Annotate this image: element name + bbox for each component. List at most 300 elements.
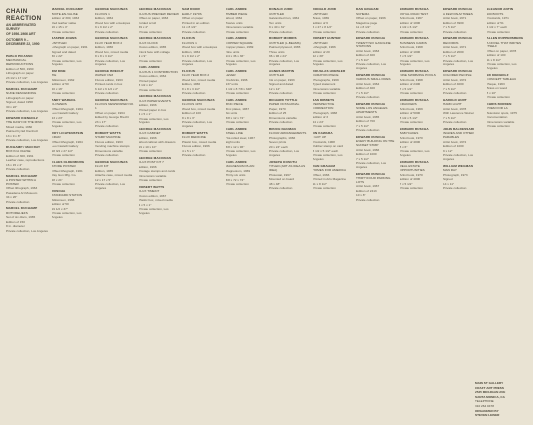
work-title: FLOWERS — [51, 102, 67, 107]
work-title: STORE POSTER — [51, 164, 76, 169]
artist-name: JASPER JOHNS — [51, 36, 77, 40]
work-detail-line: Edition of 500, 1960 — [6, 66, 34, 71]
checklist-entry — [95, 161, 136, 191]
checklist-entry — [269, 70, 310, 96]
checklist-entry — [443, 70, 484, 96]
work-detail-line: Six units — [225, 111, 238, 116]
work-detail-line: 9 x 12" — [443, 148, 453, 153]
work-detail-line: 48 x 48" — [269, 181, 281, 186]
work-detail-line: Wood, 1964 — [225, 16, 243, 20]
work-detail-line: Copper plates, 1969 — [225, 45, 254, 49]
artist-name: EDWARD RUSCHA — [399, 126, 429, 131]
checklist-entry — [356, 173, 397, 203]
work-detail-line: Photograph, 1968 — [312, 110, 338, 115]
checklist-entry — [400, 99, 441, 125]
work-detail-line: Edition of 51 — [486, 20, 504, 25]
work-detail-line: Artist book, 1971 — [443, 16, 467, 20]
artist-name: ROBERT WATTS — [138, 184, 165, 189]
work-detail-line: Private collection, Los Angeles — [312, 58, 343, 67]
checklist-column — [52, 8, 93, 419]
colophon-line: STEVEN LEISER — [475, 413, 500, 417]
work-title: EARLY 1970S — [182, 11, 202, 16]
artist-name: JAN DIBBETS — [312, 97, 335, 102]
work-detail-line: Private collection, Los Angeles — [486, 62, 517, 71]
work-detail-line: Private collection — [443, 120, 467, 125]
artist-name: GEORGE BRECHT — [95, 68, 124, 73]
work-detail-line: 22 x 30" — [312, 54, 324, 58]
artist-name: CARL ANDRE — [225, 36, 247, 40]
work-detail-line: Printed in Arts Magazine — [312, 177, 347, 182]
work-detail-line: Private collection — [138, 87, 162, 92]
checklist-entry — [52, 70, 93, 96]
checklist-column — [313, 8, 354, 419]
artist-name: EDWARD RUSCHA — [356, 36, 386, 40]
work-title: FLUX MEDICINE — [182, 135, 206, 140]
artist-name: EDWARD RUSCHA — [356, 72, 386, 77]
work-detail-line: Private collection, Los Angeles — [269, 149, 300, 158]
checklist-entry — [6, 55, 49, 85]
checklist-entry — [182, 8, 223, 34]
work-detail-line: Edition of 4000 — [443, 82, 464, 87]
artist-name: DONALD JUDD — [312, 8, 337, 11]
work-title: NINE SWIMMING POOLS — [399, 73, 436, 78]
work-detail-line: Fluxus edition, 1964 — [138, 74, 167, 78]
checklist-entry — [269, 8, 310, 34]
work-detail-line: Dimensions variable — [269, 115, 297, 120]
work-detail-line: Private collection — [356, 95, 380, 100]
checklist-entry — [443, 128, 484, 162]
work-detail-line: With Lawrence Weiner — [443, 111, 475, 116]
work-title: FLUX YEAR BOX 2 — [95, 40, 123, 45]
work-title: FLOUR ARRANGEMENTS — [269, 131, 307, 136]
work-detail-line: Private collection — [312, 186, 336, 191]
work-detail-line: 7 x 5 1/2" — [443, 54, 456, 58]
work-detail-line: Private collection — [269, 120, 293, 125]
work-detail-line: Printed paper — [138, 78, 158, 83]
checklist-column — [139, 8, 180, 419]
checklist-entry — [313, 165, 354, 191]
artist-name: DAN GRAHAM — [312, 163, 335, 168]
work-title: STANDARD STATION — [51, 193, 83, 198]
work-detail-line: 5 x 27 x 8 1/2" — [312, 25, 333, 29]
work-detail-line: Artist book, 1968 — [399, 45, 423, 49]
work-detail-line: Private collection — [356, 128, 380, 133]
work-detail-line: 8 x 10" — [486, 90, 497, 95]
work-detail-line: Private collection, Los Angeles — [269, 58, 300, 67]
work-detail-line: 8 x 6" — [399, 144, 408, 149]
artist-name: GEORGE MACIUNAS — [138, 36, 172, 40]
work-detail-line: 96 x 96 x 24" — [269, 54, 287, 58]
work-detail-line: Photographs, 1966 — [269, 135, 296, 140]
work-detail-line: Postcards, 1968 — [312, 139, 335, 144]
checklist-entry — [182, 99, 223, 129]
artist-name: EDWARD RUSCHA — [443, 36, 473, 40]
checklist-entry — [356, 74, 397, 100]
checklist-entry — [313, 132, 354, 162]
artist-name: EDWARD RUSCHA — [399, 159, 429, 164]
checklist-entry — [182, 70, 223, 96]
work-detail-line: 10 x 8" — [356, 193, 366, 198]
exhibition-title: CHAIN REACTION — [6, 8, 42, 22]
artist-name: BRUCE NAUMAN — [269, 126, 296, 131]
work-detail-line: Private collection, Los Angeles — [6, 80, 48, 85]
artist-name: CARL ANDRE — [225, 68, 247, 73]
work-detail-line: Private collection — [51, 91, 75, 96]
artist-name: GEORGE MACIUNAS — [138, 126, 172, 131]
work-detail-line: Photograph, 1973 — [443, 172, 468, 177]
work-detail-line: Private collection, Los Angeles — [6, 138, 48, 143]
artist-name: MARCEL DUCHAMP — [51, 8, 83, 11]
work-detail-line: Edition, 1966 — [138, 164, 157, 169]
work-detail-line: 8 in. diameter — [6, 224, 25, 229]
work-detail-line: 9 x 9" — [138, 54, 147, 58]
work-detail-line: Private collection, Los Angeles — [225, 58, 256, 67]
artist-name: DAN GRAHAM — [356, 8, 379, 11]
work-title: PERSPECTIVE CORRECTION — [312, 102, 335, 111]
work-detail-line: Edition of 300, 1961 — [6, 153, 34, 158]
work-detail-line: 34 x 26" — [6, 195, 18, 200]
work-title: A NOVEL THAT WRITES ITSELF — [486, 40, 522, 49]
work-detail-line: 19 1/2 x 37" — [51, 206, 68, 211]
artist-name: CARL ANDRE — [225, 8, 247, 11]
work-title: VARIOUS SMALL FIRES — [356, 77, 391, 82]
work-detail-line: Ten units — [269, 20, 282, 25]
work-detail-line: 3 1/2 x 5 1/2" each — [312, 148, 339, 153]
checklist-entry — [226, 8, 267, 34]
work-detail-line: Seven prints — [269, 140, 287, 145]
work-detail-line: Plaque, 1963 — [486, 81, 505, 86]
work-detail-line: Private collection — [225, 182, 249, 187]
checklist-entry — [52, 132, 93, 158]
checklist-column — [269, 8, 310, 419]
work-title: A FEW PALM TREES — [443, 11, 473, 16]
work-detail-line: Leo Castelli Gallery — [51, 144, 79, 149]
work-detail-line: Wood box, mixed media — [95, 49, 129, 54]
work-title: DURATION PIECE — [312, 73, 339, 78]
work-detail-line: Artist book, 1965 — [356, 114, 380, 119]
work-title: MAGNESIUM PLAIN — [225, 164, 255, 169]
work-detail-line: 23 x 23" — [51, 115, 63, 120]
work-detail-line: Pasadena Art Museum — [6, 190, 38, 195]
work-detail-line: Artist book, 1967 — [356, 184, 380, 189]
work-detail-line: Red leather valise — [51, 20, 77, 25]
work-title: UNTITLED — [269, 73, 285, 78]
artist-name: HAROLD HURT — [443, 97, 467, 102]
work-detail-line: Plastic box, mixed media — [182, 139, 217, 144]
checklist-entry — [6, 88, 49, 114]
work-detail-line: Offset lithograph, 1963 — [6, 186, 38, 191]
work-detail-line: Brass on wood — [486, 86, 507, 91]
work-title: CRACKERS — [399, 102, 417, 107]
checklist-entry — [400, 161, 441, 191]
work-detail-line: Edition of 50 — [51, 202, 69, 207]
artist-name: CARL ANDRE — [138, 65, 160, 69]
work-detail-line: Attache case, mixed media — [95, 173, 133, 178]
work-detail-line: Artist book, 1978 — [443, 106, 467, 111]
work-title: EVERY BUILDING ON THE SUNSET STRIP — [356, 139, 395, 148]
work-detail-line: Edition of 3 — [312, 115, 328, 120]
work-detail-line: Lithograph on paper — [6, 95, 34, 100]
work-title: TITLED (ART AS IDEA AS IDEA) — [269, 164, 306, 173]
work-title: ROTORELIEFS — [6, 210, 28, 215]
work-detail-line: Edition, 1966 — [138, 103, 157, 107]
work-detail-line: 11 x 8 1/2" — [312, 181, 327, 186]
work-title: BUSINESS CARDS — [399, 40, 427, 45]
work-title: FLUXUS 1970 — [182, 102, 202, 107]
checklist-column — [400, 8, 441, 419]
work-detail-line: Private collection — [138, 149, 162, 154]
work-title: TIE — [51, 73, 57, 78]
work-detail-line: Fluxus edition, 1967 — [138, 193, 167, 198]
work-detail-line: Firebricks, 1966 — [225, 77, 248, 82]
artist-name: ON KAWARA — [312, 130, 333, 135]
colophon-line: TELEPHONE — [475, 399, 494, 403]
checklist-entry — [52, 99, 93, 129]
artist-name: MARCEL DUCHAMP — [6, 86, 38, 91]
work-detail-line: Edition of 400 — [356, 86, 375, 91]
work-detail-line: Private collection, Los Angeles — [6, 228, 48, 233]
work-detail-line: Nine units — [225, 49, 240, 54]
work-detail-line: Edition of 100 — [182, 111, 201, 116]
work-title: STEEL LINE — [225, 131, 243, 136]
work-detail-line: Edition of 1000 — [356, 152, 377, 157]
work-detail-line: Dimensions variable — [486, 119, 515, 124]
work-title: FLUXUS 1 — [95, 11, 110, 16]
work-detail-line: Edited by George Brecht — [95, 115, 129, 120]
work-detail-line: Photostat, 1967 — [269, 172, 291, 177]
artist-name: GEORGE MACIUNAS — [95, 159, 128, 164]
artist-name: CHRIS BURDEN — [486, 101, 512, 106]
work-title: PAPER OCTAGONAL — [269, 102, 300, 107]
work-title: ZINC PIECE — [225, 102, 243, 107]
work-detail-line: Artist book, 1972 — [443, 139, 467, 144]
work-title: THIRTYFOUR PARKING LOTS — [356, 176, 391, 184]
checklist-entry — [269, 99, 310, 125]
work-title: 100 BOOTS — [486, 11, 504, 16]
exhibition-header — [6, 8, 49, 46]
work-detail-line: Private collection, Los Angeles — [6, 109, 48, 114]
work-title: TIMBER PIECE — [225, 11, 248, 16]
work-detail-line: 8 x 8 x 3 1/2" — [182, 86, 200, 91]
work-detail-line: Wood box with envelopes — [182, 45, 218, 49]
work-detail-line: Wood cabinet with drawers — [138, 140, 176, 145]
work-detail-line: Paper, 1970 — [269, 106, 286, 111]
work-detail-line: Private collection, Los Angeles — [443, 153, 474, 162]
work-detail-line: Private collection — [399, 91, 423, 96]
work-detail-line: Private collection — [312, 91, 336, 96]
checklist-column — [182, 8, 223, 419]
work-detail-line: Private collection — [182, 153, 206, 158]
work-detail-line: 8 x 8 x 3 1/2" — [95, 54, 113, 58]
artist-name: AGNES MARTIN — [269, 68, 295, 73]
checklist-entry — [226, 128, 267, 158]
work-detail-line: 8 1/2 x 5 1/2" — [399, 115, 418, 120]
work-detail-line: Lithograph on paper — [6, 71, 34, 76]
work-detail-line: 4 x 5 x 1" — [182, 148, 195, 153]
work-detail-line: Offset on paper, 1978 — [486, 48, 517, 53]
checklist-entry — [139, 95, 180, 125]
work-detail-line: Private collection, Los Angeles — [356, 62, 387, 71]
work-detail-line: Private collection — [486, 95, 510, 100]
work-detail-line: Private collection, Los Angeles — [443, 58, 474, 67]
work-detail-line: Private collection, Los Angeles — [51, 211, 82, 220]
work-title: FLUX KIT — [95, 164, 109, 169]
checklist-entry — [52, 161, 93, 187]
work-detail-line: Private collection — [182, 91, 206, 96]
work-title: FLUX PAPER EVENTS — [138, 98, 171, 103]
work-title: FLUXUS 1 — [182, 40, 197, 45]
checklist-entry — [95, 99, 136, 129]
artist-name: GEORGE MACIUNAS — [138, 155, 172, 160]
work-detail-line: Private collection — [443, 29, 467, 34]
work-detail-line: 6 1/2 x 6 1/2 x 2" — [95, 86, 119, 91]
work-detail-line: Set of six discs, 1965 — [6, 215, 36, 220]
work-detail-line: 23 1/2 x 17 1/2" — [6, 75, 28, 80]
work-title: A POSTER WITHIN A POSTER — [6, 178, 36, 186]
artist-name: DUCHAMP / MAN RAY — [6, 144, 41, 149]
work-title: FLUXUS PREVIEW REVIEW — [138, 11, 179, 16]
work-detail-line: 24 x 24" — [312, 119, 324, 124]
work-detail-line: 4 1/2 x 8 7/8 x 348" — [225, 86, 253, 91]
colophon-line: SANTA MONICA, CA — [475, 394, 505, 399]
work-detail-line: 137 units — [225, 82, 239, 87]
artist-name: MARCEL DUCHAMP — [6, 173, 38, 178]
work-detail-line: Private collection, Los Angeles — [399, 149, 430, 158]
artist-name: ROBERT MORRIS — [269, 36, 297, 40]
work-detail-line: 7 x 5 1/2" — [356, 156, 369, 161]
artist-name: PABLO PICASSO — [6, 53, 33, 58]
checklist-entry — [443, 165, 484, 191]
work-detail-line: Lithograph, 1966 — [312, 45, 336, 49]
work-detail-line: 8 1/2 x 11" — [138, 83, 153, 87]
work-detail-line: Private collection — [486, 29, 510, 34]
work-detail-line: 3/8 x 12 x 96" — [225, 144, 245, 149]
work-title: FLUX TIMEKIT — [138, 189, 160, 194]
work-detail-line: Edition of 3900 — [443, 20, 464, 25]
exhibition-subtitle-line: AN ABBREVIATED SURVEY — [6, 23, 36, 32]
work-detail-line: 30 x 22" — [51, 54, 63, 58]
work-detail-line: Private collection, Los Angeles — [399, 58, 430, 67]
work-detail-line: Offset on paper, 1964 — [95, 110, 125, 115]
work-detail-line: Private collection — [51, 29, 75, 34]
work-detail-line: Documentation — [486, 115, 508, 120]
colophon-line: 310 264 0478 — [475, 403, 494, 408]
work-detail-line: Ink on paper, 1963 — [269, 77, 295, 82]
work-detail-line: Edition of 2400 — [399, 82, 421, 87]
work-detail-line: Private collection, Los Angeles — [51, 120, 82, 129]
checklist-entry — [139, 157, 180, 183]
work-detail-line: Private collection, Los Angeles — [312, 153, 343, 162]
work-detail-line: Eight units — [225, 140, 240, 145]
work-title: RECORDS — [443, 40, 459, 45]
checklist-entry — [182, 37, 223, 67]
work-detail-line: 11 x 8 1/2" — [486, 57, 501, 62]
work-detail-line: Private collection — [486, 124, 510, 129]
checklist-entry — [6, 117, 49, 143]
work-detail-line: 3/8 x 72 x 72" — [225, 177, 245, 182]
work-detail-line: Artist book, 1963 — [356, 48, 380, 53]
work-detail-line: 13 x 9 x 8" — [6, 133, 21, 138]
checklist-entry — [226, 99, 267, 125]
work-detail-line: 7 x 5 1/2" — [356, 123, 369, 128]
work-detail-line: Hot-rolled steel, 1967 — [225, 135, 255, 140]
work-detail-line: Dimensions variable — [138, 173, 167, 178]
work-detail-line: Private collection — [269, 29, 293, 34]
checklist-column — [6, 8, 49, 419]
checklist-entry — [269, 128, 310, 158]
work-detail-line: 16 x 15 x 4" — [6, 162, 23, 167]
work-detail-line: 12 x 12" — [269, 86, 281, 91]
work-detail-line: Offset lithograph, 1964 — [51, 106, 83, 111]
work-title: FLUX CLOCK — [138, 40, 158, 45]
work-title: SCHEMA — [356, 11, 370, 16]
work-detail-line: Edition, 1965 — [95, 168, 114, 173]
checklist-column — [443, 8, 484, 419]
work-detail-line: 7 x 5 1/2" — [399, 181, 413, 186]
work-title: ROYAL ROAD TEST — [399, 11, 429, 16]
work-detail-line: Edition of 6 — [312, 20, 328, 25]
artist-name: EDWARD RUSCHA — [399, 68, 429, 73]
work-detail-line: Private collection — [225, 29, 249, 34]
work-title: HARD LIGHT — [443, 102, 462, 107]
work-title: HOMES FOR AMERICA — [312, 168, 347, 173]
work-detail-line: Private collection — [95, 91, 119, 96]
work-detail-line: 8 x 8 x 3" — [182, 115, 195, 120]
artist-name: MARCEL DUCHAMP — [6, 206, 38, 211]
work-detail-line: Fluxus edition, 1963 — [95, 77, 123, 82]
artist-name: GEORGE MACIUNAS — [95, 8, 128, 11]
artist-name: GEORGE MACIUNAS — [138, 94, 172, 98]
work-detail-line: Vending machine stamps — [95, 144, 130, 149]
work-title: FLUXUS 1 CONTRIBUTION — [138, 69, 178, 74]
artist-name: FLUXUS — [182, 68, 195, 73]
work-detail-line: Television spots, 1975 — [486, 110, 517, 115]
work-detail-line: 16 x 15 x 4" — [51, 25, 68, 29]
work-detail-line: 11 x 8 1/2" — [356, 25, 371, 29]
artist-name: WILLIAM WEGMAN — [443, 163, 473, 168]
work-detail-line: Private collection — [95, 153, 119, 158]
work-detail-line: Private collection — [95, 124, 119, 129]
checklist-entry — [400, 8, 441, 34]
work-detail-line: Edition of 1000 — [443, 144, 464, 149]
work-detail-line: Artist book, 1967 — [399, 16, 423, 20]
work-detail-line: Printed paper in box — [138, 107, 167, 112]
work-title: CRAK! — [51, 135, 61, 140]
work-detail-line: Private collection — [399, 120, 423, 125]
work-detail-line: Edition, 1966 — [182, 82, 201, 87]
work-title: INGRES AND OTHER PARABLES — [443, 131, 474, 140]
artist-name: ED KIENHOLZ — [486, 72, 509, 77]
exhibition-subtitle-line: OCTOBER 9 – DECEMBER 22, 1990 — [6, 37, 40, 46]
work-title: UNTITLED — [269, 11, 285, 16]
work-detail-line: 7 x 5 1/2" — [356, 57, 369, 62]
checklist-entry — [443, 8, 484, 34]
checklist-entry — [356, 103, 397, 133]
work-detail-line: Signed and dated — [51, 49, 76, 54]
checklist-entry — [443, 37, 484, 67]
work-detail-line: Private collection — [51, 153, 75, 158]
work-detail-line: Private collection — [443, 91, 467, 96]
work-title: COPPER SQUARE — [225, 40, 253, 45]
work-title: STAMP MACHINE — [95, 135, 121, 140]
work-detail-line: Painted plywood, 1965 — [269, 45, 301, 49]
work-detail-line: Wood box with envelopes — [95, 20, 131, 25]
work-detail-line: Galvanized iron, 1964 — [269, 16, 300, 20]
work-detail-line: Edition of 100 — [486, 53, 506, 58]
work-title: REAL ESTATE OPPORTUNITIES — [399, 164, 425, 173]
colophon-line: MAIN ST GALLERY — [475, 381, 504, 385]
work-detail-line: Signed, dated 1958 — [6, 100, 33, 105]
